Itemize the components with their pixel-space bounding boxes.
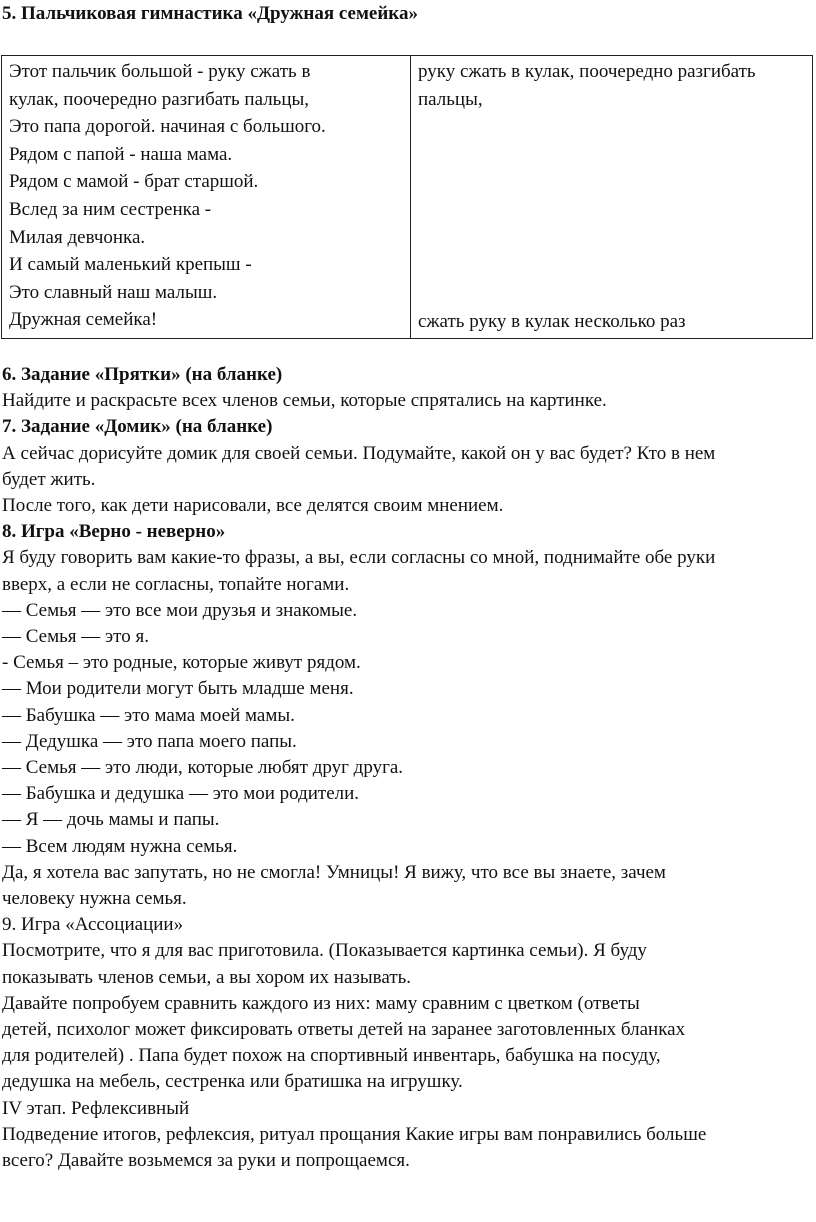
text-line: Найдите и раскрасьте всех членов семьи, которые спрятались на картинке. (2, 390, 607, 412)
table-row (2, 56, 813, 339)
poem-line: И самый маленький крепыш - (9, 254, 252, 276)
section-heading: 8. Игра «Верно - неверно» (2, 521, 226, 543)
text-line: Подведение итогов, рефлексия, ритуал прощания Какие игры вам понравились больше (2, 1123, 707, 1145)
text-line: человеку нужна семья. (2, 888, 187, 910)
poem-line: Вслед за ним сестренка - (9, 198, 212, 220)
text-line: — Всем людям нужна семья. (2, 835, 238, 857)
poem-line: Рядом с папой - наша мама. (9, 143, 233, 165)
text-line: Да, я хотела вас запутать, но не смогла! Умницы! Я вижу, что все вы знаете, зачем (2, 861, 666, 883)
text-line: — Семья — это все мои друзья и знакомые. (2, 599, 358, 621)
section-heading: 7. Задание «Домик» (на бланке) (2, 416, 273, 438)
text-line: 9. Игра «Ассоциации» (2, 914, 184, 936)
text-line: показывать членов семьи, а вы хором их называть. (2, 966, 412, 988)
poem-line: Это славный наш малыш. (9, 281, 218, 303)
text-line: будет жить. (2, 468, 96, 490)
instructions-cell (411, 56, 813, 339)
text-line: — Бабушка — это мама моей мамы. (2, 704, 295, 726)
text-line: IV этап. Рефлексивный (2, 1097, 190, 1119)
section-heading: 6. Задание «Прятки» (на бланке) (2, 364, 283, 385)
text-line: — Мои родители могут быть младше меня. (2, 678, 354, 700)
instruction-line: руку сжать в кулак, поочередно разгибать (418, 61, 756, 82)
poem-line: Рядом с мамой - брат старшой. (9, 171, 259, 193)
poem-line: кулак, поочередно разгибать пальцы, (9, 88, 310, 110)
text-line: После того, как дети нарисовали, все делятся своим мнением. (2, 495, 504, 517)
document-body (2, 362, 814, 1174)
text-line: Давайте попробуем сравнить каждого из них: маму сравним с цветком (ответы (2, 992, 640, 1014)
section-title: 5. Пальчиковая гимнастика «Дружная семейка» (2, 3, 418, 24)
text-line: всего? Давайте возьмемся за руки и попрощаемся. (2, 1150, 410, 1172)
text-line: Посмотрите, что я для вас приготовила. (Показывается картинка семьи). Я буду (2, 940, 647, 962)
instruction-line: пальцы, (418, 88, 483, 110)
text-line: — Семья — это люди, которые любят друг друга. (2, 757, 404, 779)
text-line: Я буду говорить вам какие-то фразы, а вы, если согласны со мной, поднимайте обе руки (2, 547, 716, 569)
text-line: А сейчас дорисуйте домик для своей семьи. Подумайте, какой он у вас будет? Кто в нем (2, 442, 716, 464)
text-line: - Семья – это родные, которые живут рядом. (2, 652, 361, 674)
poem-line: Милая девчонка. (9, 226, 146, 248)
text-line: дедушка на мебель, сестренка или братишка на игрушку. (2, 1071, 463, 1093)
poem-line: Это папа дорогой. начиная с большого. (9, 116, 326, 138)
text-line: вверх, а если не согласны, топайте ногами. (2, 573, 350, 595)
poem-cell (2, 56, 411, 339)
instruction-line-final: сжать руку в кулак несколько раз (418, 311, 686, 333)
text-line: детей, психолог может фиксировать ответы детей на заранее заготовленных бланках (2, 1019, 686, 1041)
finger-gymnastics-table (1, 55, 813, 339)
text-line: — Дедушка — это папа моего папы. (2, 730, 297, 752)
poem-line: Этот пальчик большой - руку сжать в (9, 61, 311, 82)
text-line: — Я — дочь мамы и папы. (2, 809, 220, 831)
text-line: — Бабушка и дедушка — это мои родители. (2, 783, 360, 805)
poem-line: Дружная семейка! (9, 309, 158, 331)
text-line: — Семья — это я. (2, 626, 149, 648)
text-line: для родителей) . Папа будет похож на спортивный инвентарь, бабушка на посуду, (2, 1045, 661, 1067)
